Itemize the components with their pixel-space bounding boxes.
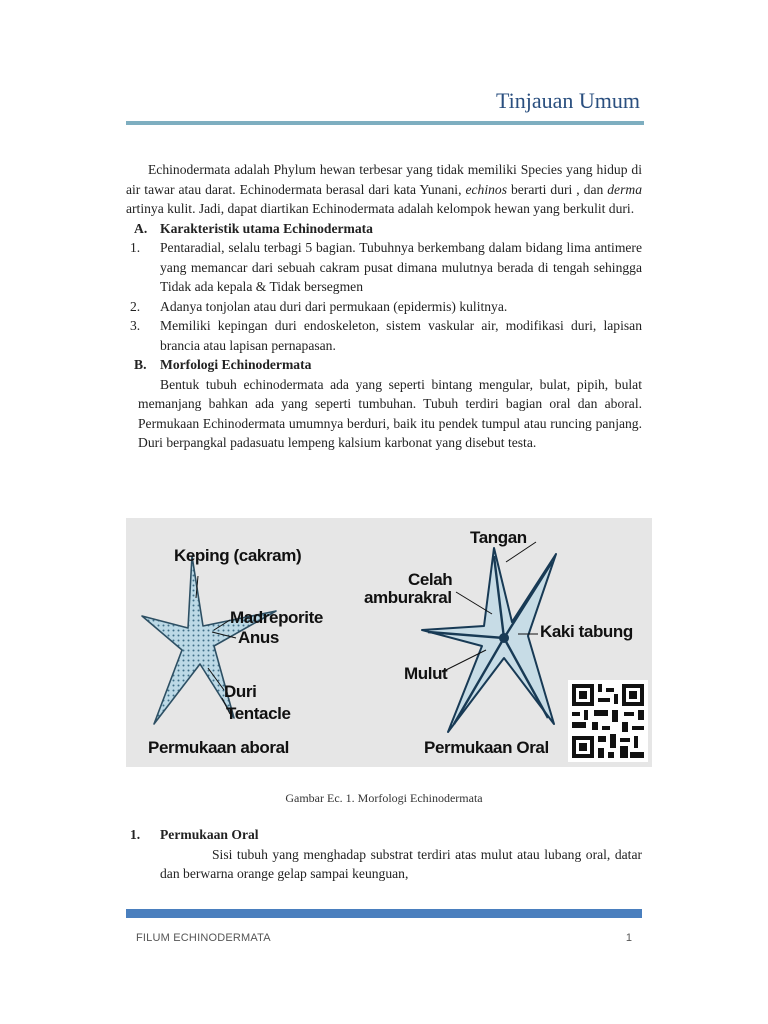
starfish-figure [126,518,652,767]
label-duri: Duri [224,682,257,701]
oral-mouth [499,633,509,643]
term-derma: derma [607,181,642,197]
section-b-marker: B. [134,357,147,372]
list-item-text: Memiliki kepingan duri endoskeleton, sistem vaskular air, modifikasi duri, lapisan brancia atau lapisan pernapasan. [160,318,642,353]
label-mulut: Mulut [404,664,448,683]
section-a-marker: A. [134,220,148,236]
intro-text-c: artinya kulit. Jadi, dapat diartikan Echinodermata adalah kelompok hewan yang berkulit duri. [126,201,635,216]
footer-title: FILUM ECHINODERMATA [136,932,271,944]
list-item-text: Adanya tonjolan atau duri dari permukaan (epidermis) kulitnya. [160,298,508,314]
label-madreporite: Madreporite [230,608,323,627]
section-a-title: Karakteristik utama Echinodermata [160,220,373,236]
list-item-number: 3. [130,318,141,333]
label-amburakral: amburakral [364,588,452,607]
section-1-text: Sisi tubuh yang menghadap substrat terdiri atas mulut atau lubang oral, datar dan berwarna orange gelap sampai keunguan, [160,846,642,881]
footer-divider [126,909,642,918]
label-aboral: Permukaan aboral [148,738,289,757]
section-1-body [126,845,642,884]
intro-paragraph [126,160,642,219]
intro-text-a: Echinodermata adalah Phylum hewan terbesar yang tidak memiliki Species yang hidup di air tawar atau darat. Echinodermata berasal dari kata Yunani, [126,162,642,197]
list-item-number: 1. [130,240,141,255]
oral-surface-section [126,825,642,884]
term-echinos: echinos [465,181,507,197]
list-item-number: 2. [130,298,141,314]
figure-caption: Gambar Ec. 1. Morfologi Echinodermata [285,791,483,805]
label-tangan: Tangan [470,528,527,547]
label-tentacle: Tentacle [226,704,291,723]
label-oral: Permukaan Oral [424,738,549,757]
label-celah: Celah [408,570,453,589]
intro-text-b: berarti duri , dan [506,181,608,197]
list-item [126,238,642,297]
section-1-heading [126,825,642,845]
page-number: 1 [625,932,632,944]
characteristics-list [126,238,642,355]
label-kaki-tabung: Kaki tabung [540,622,633,641]
section-b-heading [126,355,642,375]
main-content [126,160,642,453]
list-item [126,297,642,317]
label-anus: Anus [238,628,279,647]
label-keping: Keping (cakram) [174,546,302,565]
section-1-title: Permukaan Oral [160,827,259,842]
section-1-marker: 1. [130,827,141,842]
header-divider [126,121,644,125]
page-title: Tinjauan Umum [495,88,640,113]
list-item-text: Pentaradial, selalu terbagi 5 bagian. Tubuhnya berkembang dalam bidang lima antimere yang memancar dari sebuah cakram pusat dimana mulutnya berada di tengah sehingga Tidak ada kepala & Tidak bersegmen [160,240,642,294]
qr-code [568,680,648,762]
morphology-paragraph [126,375,642,453]
section-a-heading [126,219,642,239]
section-b-title: Morfologi Echinodermata [160,357,312,372]
list-item [126,316,642,355]
morphology-text: Bentuk tubuh echinodermata ada yang seperti bintang mengular, bulat, pipih, bulat memanjang bahkan ada yang seperti tumbuhan. Tubuh terdiri bagian oral dan aboral. Permukaan Echinodermata umumnya berduri, baik itu pendek tumpul atau runcing panjang. Duri berpangkal padasuatu lempeng kalsium karbonat yang disebut testa. [138,376,642,450]
